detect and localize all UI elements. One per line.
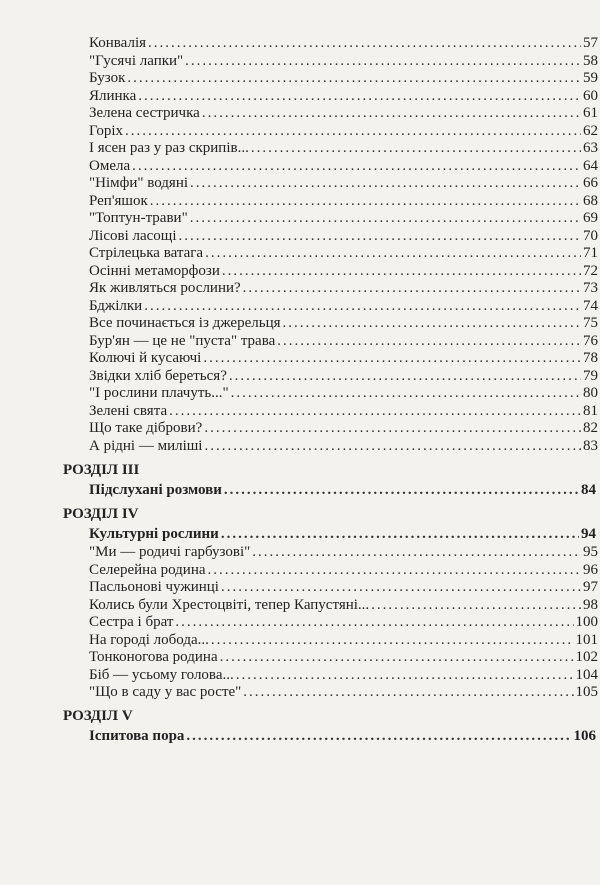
toc-entry-page: 76 xyxy=(583,332,598,349)
toc-entry-title: Іспитова пора xyxy=(89,728,185,744)
toc-entry[interactable] xyxy=(89,262,598,281)
toc-entry-page: 60 xyxy=(583,87,598,104)
toc-entry[interactable] xyxy=(89,631,598,650)
toc-entry-page: 84 xyxy=(581,482,596,498)
toc-entry-title: Пасльонові чужинці xyxy=(89,579,219,595)
toc-entry-page: 64 xyxy=(583,157,598,174)
leader-dots xyxy=(243,683,573,702)
leader-dots xyxy=(221,525,579,544)
leader-dots xyxy=(211,631,574,650)
toc-entry-page: 81 xyxy=(583,402,598,419)
leader-dots xyxy=(283,314,582,333)
toc-entry-title: "І рослини плачуть..." xyxy=(89,385,229,401)
toc-entry-title: Біб — усьому голова... xyxy=(89,666,234,683)
toc-entry[interactable] xyxy=(89,227,598,246)
toc-entry-title: Що таке діброви? xyxy=(89,420,203,436)
toc-entry-page: 102 xyxy=(575,649,598,665)
toc-entry[interactable] xyxy=(89,332,598,351)
toc-entry[interactable] xyxy=(89,666,598,685)
toc-entry-page: 105 xyxy=(575,684,598,700)
toc-entry-page: 104 xyxy=(575,666,598,683)
toc-entry-title: "Топтун-трави" xyxy=(89,210,188,226)
toc-entry-title: Ялинка xyxy=(89,87,137,104)
toc-entry[interactable] xyxy=(89,157,598,176)
toc-entry[interactable] xyxy=(89,683,598,702)
toc-main-entry[interactable] xyxy=(89,727,596,746)
toc-entry[interactable] xyxy=(89,314,598,333)
toc-entry-title: "Німфи" водяні xyxy=(89,175,189,191)
toc-entry-title: Бузок xyxy=(89,70,126,86)
leader-dots xyxy=(203,349,581,368)
section-heading: РОЗДІЛ III xyxy=(63,462,140,478)
toc-entry[interactable] xyxy=(89,384,598,403)
toc-entry-title: Омела xyxy=(89,157,131,174)
leader-dots xyxy=(220,648,574,667)
toc-entry-page: 58 xyxy=(583,52,598,69)
toc-entry-title: Лісові ласощі xyxy=(89,227,177,244)
toc-entry-page: 80 xyxy=(583,385,598,401)
leader-dots xyxy=(224,481,579,500)
toc-entry-page: 97 xyxy=(583,579,598,595)
leader-dots xyxy=(202,104,581,123)
toc-entry-page: 72 xyxy=(583,262,598,279)
toc-entry-page: 95 xyxy=(583,544,598,560)
leader-dots xyxy=(125,122,581,141)
toc-entry[interactable] xyxy=(89,402,598,421)
leader-dots xyxy=(190,174,581,193)
toc-entry[interactable] xyxy=(89,52,598,71)
toc-entry-title: Підслухані розмови xyxy=(89,482,222,498)
toc-entry-page: 75 xyxy=(583,315,598,331)
toc-entry-title: Стрілецька ватага xyxy=(89,245,204,261)
toc-entry-page: 94 xyxy=(581,526,596,542)
leader-dots xyxy=(236,666,574,685)
toc-entry[interactable] xyxy=(89,648,598,667)
toc-entry-page: 78 xyxy=(583,350,598,366)
leader-dots xyxy=(186,727,571,746)
toc-entry[interactable] xyxy=(89,349,598,368)
toc-entry-page: 100 xyxy=(575,614,598,630)
toc-main-entry[interactable] xyxy=(89,481,596,500)
toc-entry[interactable] xyxy=(89,279,598,298)
toc-entry-page: 82 xyxy=(583,420,598,436)
toc-entry-page: 79 xyxy=(583,367,598,384)
section-heading: РОЗДІЛ V xyxy=(63,708,133,724)
toc-entry[interactable] xyxy=(89,209,598,228)
toc-entry[interactable] xyxy=(89,244,598,263)
toc-entry[interactable] xyxy=(89,543,598,562)
toc-entry-title: "Гусячі лапки" xyxy=(89,52,184,69)
toc-entry-title: А рідні — миліші xyxy=(89,437,203,454)
leader-dots xyxy=(150,192,581,211)
toc-entry-page: 106 xyxy=(573,728,596,744)
leader-dots xyxy=(205,244,581,263)
toc-entry-title: Як живляться рослини? xyxy=(89,280,241,296)
leader-dots xyxy=(148,34,581,53)
toc-entry[interactable] xyxy=(89,174,598,193)
toc-entry[interactable] xyxy=(89,69,598,88)
toc-entry-title: На городі лобода... xyxy=(89,631,209,648)
toc-entry-title: Все починається із джерельця xyxy=(89,315,281,331)
toc-entry-page: 62 xyxy=(583,122,598,139)
leader-dots xyxy=(127,69,581,88)
toc-entry-page: 63 xyxy=(583,140,598,156)
toc-entry-title: Сестра і брат xyxy=(89,614,174,630)
toc-entry[interactable] xyxy=(89,139,598,158)
leader-dots xyxy=(138,87,581,106)
leader-dots xyxy=(185,52,581,71)
toc-entry-page: 98 xyxy=(583,596,598,613)
toc-entry[interactable] xyxy=(89,192,598,211)
toc-entry[interactable] xyxy=(89,561,598,580)
leader-dots xyxy=(231,384,581,403)
toc-entry[interactable] xyxy=(89,104,598,123)
toc-entry-title: Тонконогова родина xyxy=(89,649,218,665)
toc-entry-page: 71 xyxy=(583,245,598,261)
toc-entry-title: Конвалія xyxy=(89,35,147,51)
toc-entry-page: 59 xyxy=(583,70,598,86)
toc-entry-title: Зелені свята xyxy=(89,402,168,419)
leader-dots xyxy=(243,279,581,298)
toc-entry[interactable] xyxy=(89,437,598,456)
leader-dots xyxy=(252,543,581,562)
toc-entry[interactable] xyxy=(89,578,598,597)
toc-entry-page: 74 xyxy=(583,297,598,314)
leader-dots xyxy=(204,419,581,438)
leader-dots xyxy=(222,262,581,281)
toc-entry-title: Культурні рослини xyxy=(89,526,219,542)
leader-dots xyxy=(179,227,581,246)
leader-dots xyxy=(169,402,581,421)
toc-entry-page: 101 xyxy=(575,631,598,648)
leader-dots xyxy=(144,297,581,316)
leader-dots xyxy=(190,209,581,228)
toc-main-entry[interactable] xyxy=(89,525,596,544)
toc-entry-title: "Що в саду у вас росте" xyxy=(89,684,242,700)
toc-entry-title: Бджілки xyxy=(89,297,143,314)
toc-entry-page: 57 xyxy=(583,35,598,51)
toc-entry[interactable] xyxy=(89,613,598,632)
toc-entry[interactable] xyxy=(89,367,598,386)
leader-dots xyxy=(208,561,581,580)
toc-entry-title: Селерейна родина xyxy=(89,561,206,578)
toc-entry-page: 73 xyxy=(583,280,598,296)
leader-dots xyxy=(175,613,573,632)
leader-dots xyxy=(251,139,581,158)
toc-entry[interactable] xyxy=(89,122,598,141)
leader-dots xyxy=(204,437,581,456)
toc-entry-page: 66 xyxy=(583,175,598,191)
toc-entry-page: 69 xyxy=(583,210,598,226)
toc-entry-page: 68 xyxy=(583,192,598,209)
toc-entry[interactable] xyxy=(89,87,598,106)
toc-entry[interactable] xyxy=(89,596,598,615)
leader-dots xyxy=(229,367,581,386)
toc-entry-page: 61 xyxy=(583,105,598,121)
toc-entry-title: Реп'яшок xyxy=(89,192,148,209)
toc-entry-title: "Ми — родичі гарбузові" xyxy=(89,544,251,560)
toc-entry-title: Колись були Хрестоцвіті, тепер Капустяні... xyxy=(89,596,370,613)
toc-entry-title: Бур'ян — це не "пуста" трава xyxy=(89,332,276,349)
toc-entry-title: Колючі й кусаючі xyxy=(89,350,202,366)
toc-entry-title: Осінні метаморфози xyxy=(89,262,220,279)
toc-entry-page: 96 xyxy=(583,561,598,578)
toc-entry-title: Зелена сестричка xyxy=(89,105,200,121)
toc-entry-page: 70 xyxy=(583,227,598,244)
section-heading: РОЗДІЛ IV xyxy=(63,506,139,522)
toc-entry[interactable] xyxy=(89,419,598,438)
toc-entry-title: Звідки хліб береться? xyxy=(89,367,227,384)
toc-entry-title: І ясен раз у раз скрипів... xyxy=(89,140,249,156)
leader-dots xyxy=(221,578,581,597)
toc-entry[interactable] xyxy=(89,34,598,53)
toc-entry-title: Горіх xyxy=(89,122,124,139)
leader-dots xyxy=(277,332,581,351)
toc-entry-page: 83 xyxy=(583,437,598,454)
leader-dots xyxy=(132,157,581,176)
toc-entry[interactable] xyxy=(89,297,598,316)
leader-dots xyxy=(371,596,581,615)
